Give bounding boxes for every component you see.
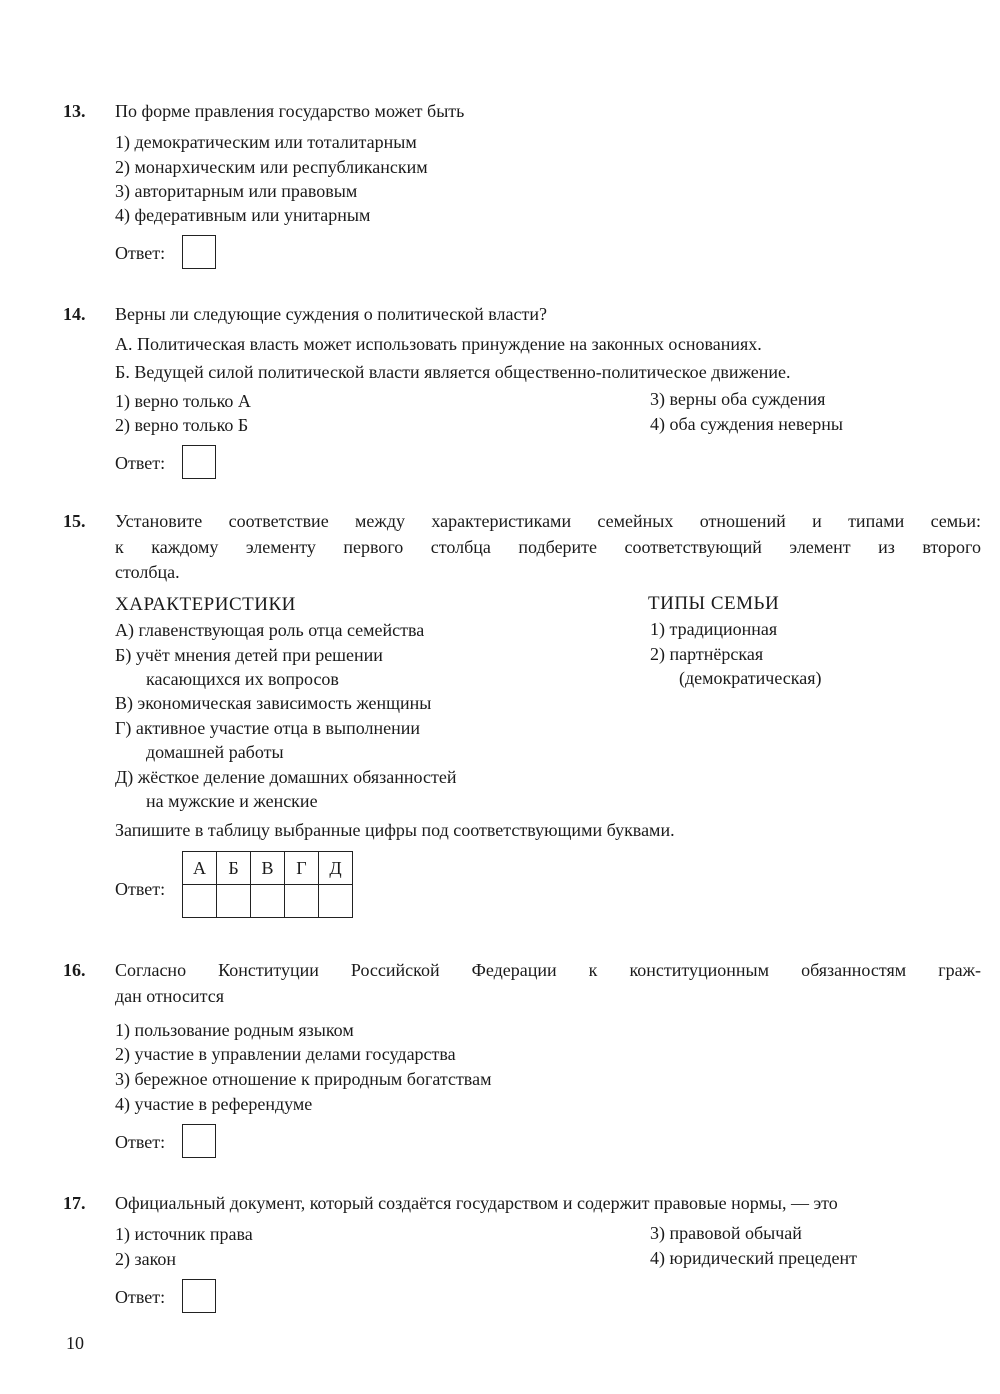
q15-answer-cell-a[interactable] [183, 885, 217, 918]
q14-option-1[interactable]: 1) верно только А [115, 391, 251, 411]
q16-answer-label: Ответ: [115, 1132, 166, 1152]
q17-option-1[interactable]: 1) источник права [115, 1224, 253, 1244]
q17-option-2[interactable]: 2) закон [115, 1249, 177, 1269]
q16-option-1[interactable]: 1) пользование родным языком [115, 1020, 354, 1040]
q15-answer-table [182, 851, 353, 918]
q15-table-answer-row [183, 885, 353, 918]
q16-option-2[interactable]: 2) участие в управлении делами государства [115, 1044, 456, 1064]
q15-col-d-header: Д [319, 852, 353, 885]
q14-number: 14. [63, 304, 86, 324]
q15-col-a-header: А [183, 852, 217, 885]
q13-answer-box[interactable] [182, 235, 216, 269]
q17-option-4[interactable]: 4) юридический прецедент [650, 1248, 858, 1268]
q15-item-a: А) главенствующая роль отца семейства [115, 620, 425, 640]
q17-number: 17. [63, 1193, 86, 1213]
q14-answer-label: Ответ: [115, 453, 166, 473]
q15-answer-label: Ответ: [115, 879, 166, 899]
q15-item-g: Г) активное участие отца в выполнении [115, 718, 420, 738]
q13-option-1[interactable]: 1) демократическим или тоталитарным [115, 132, 417, 152]
q15-instruction: Запишите в таблицу выбранные цифры под соответствующими буквами. [115, 820, 675, 840]
q15-type-2: 2) партнёрская [650, 644, 764, 664]
q15-answer-cell-d[interactable] [319, 885, 353, 918]
q15-right-header: ТИПЫ СЕМЬИ [648, 593, 780, 614]
q17-answer-box[interactable] [182, 1279, 216, 1313]
q15-type-2-cont: (демократическая) [679, 668, 822, 688]
q17-question: Официальный документ, который создаётся государством и содержит правовые нормы, — это [115, 1193, 838, 1213]
q13-option-4[interactable]: 4) федеративным или унитарным [115, 205, 371, 225]
q17-answer-label: Ответ: [115, 1287, 166, 1307]
q13-option-2[interactable]: 2) монархическим или республиканским [115, 157, 428, 177]
q14-option-4[interactable]: 4) оба суждения неверны [650, 414, 844, 434]
q13-question: По форме правления государство может быть [115, 101, 465, 121]
q15-question-line-3: столбца. [115, 562, 180, 582]
q15-question-line-1: Установите соответствие между характеристиками семейных отношений и типами семьи: [115, 511, 981, 531]
q15-item-b-cont: касающихся их вопросов [146, 669, 339, 689]
q16-question-line-1: Согласно Конституции Российской Федерации к конституционным обязанностям граж- [115, 960, 981, 980]
q15-item-d-cont: на мужские и женские [146, 791, 318, 811]
q14-option-2[interactable]: 2) верно только Б [115, 415, 249, 435]
q14-question: Верны ли следующие суждения о политической власти? [115, 304, 547, 324]
q13-option-3[interactable]: 3) авторитарным или правовым [115, 181, 358, 201]
q15-type-1: 1) традиционная [650, 619, 778, 639]
q15-item-b: Б) учёт мнения детей при решении [115, 645, 383, 665]
q14-statement-a: А. Политическая власть может использовать принуждение на законных основаниях. [115, 334, 762, 354]
q16-answer-box[interactable] [182, 1124, 216, 1158]
q15-col-b-header: Б [217, 852, 251, 885]
q17-option-3[interactable]: 3) правовой обычай [650, 1223, 802, 1243]
q14-option-3[interactable]: 3) верны оба суждения [650, 389, 826, 409]
q16-option-3[interactable]: 3) бережное отношение к природным богатствам [115, 1069, 492, 1089]
q15-answer-cell-g[interactable] [285, 885, 319, 918]
q13-number: 13. [63, 101, 86, 121]
q15-answer-cell-v[interactable] [251, 885, 285, 918]
q15-col-v-header: В [251, 852, 285, 885]
q15-number: 15. [63, 511, 86, 531]
q15-answer-cell-b[interactable] [217, 885, 251, 918]
page-number: 10 [66, 1333, 84, 1353]
q13-answer-label: Ответ: [115, 243, 166, 263]
q16-option-4[interactable]: 4) участие в референдуме [115, 1094, 313, 1114]
q15-left-header: ХАРАКТЕРИСТИКИ [115, 594, 296, 615]
q15-table-header-row [183, 852, 353, 885]
q16-question-line-2: дан относится [115, 986, 224, 1006]
q15-item-d: Д) жёсткое деление домашних обязанностей [115, 767, 457, 787]
q14-answer-box[interactable] [182, 445, 216, 479]
q15-question-line-2: к каждому элементу первого столбца подберите соответствующий элемент из второго [115, 537, 981, 557]
q15-item-g-cont: домашней работы [146, 742, 284, 762]
q15-col-g-header: Г [285, 852, 319, 885]
q14-statement-b: Б. Ведущей силой политической власти является общественно-политическое движение. [115, 362, 791, 382]
q16-number: 16. [63, 960, 86, 980]
q15-item-v: В) экономическая зависимость женщины [115, 693, 432, 713]
